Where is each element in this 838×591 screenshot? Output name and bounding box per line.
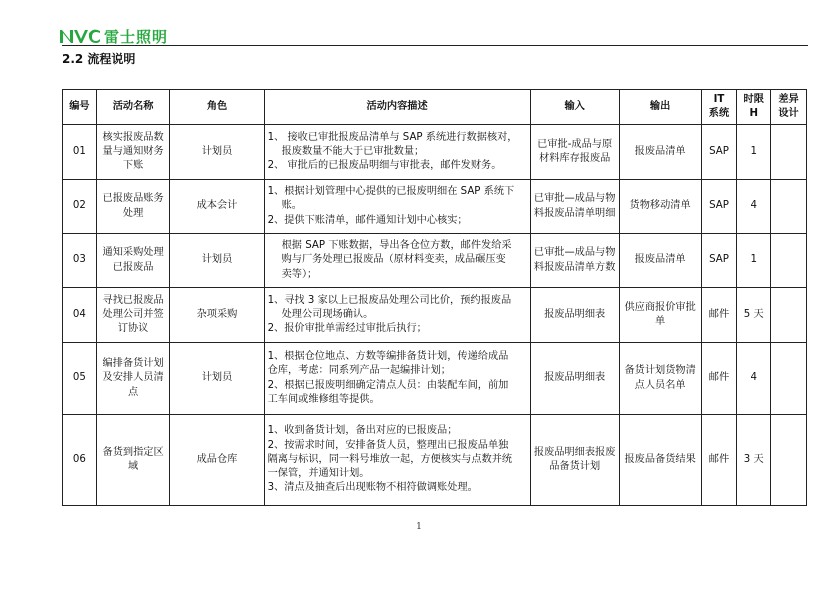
- row-description: [264, 288, 530, 343]
- row-id: 02: [63, 180, 97, 234]
- header-id: 编号: [63, 90, 97, 125]
- row-role: 成本会计: [170, 180, 264, 234]
- row-diff-design: [771, 343, 807, 415]
- row-activity-name: 通知采购处理已报废品: [96, 234, 170, 288]
- row-input: 已审批—成品与物料报废品清单明细: [530, 180, 619, 234]
- desc-line: 工车间或维修组等提供。: [267, 393, 380, 405]
- row-description: [264, 125, 530, 180]
- desc-line: 账。: [281, 200, 302, 212]
- row-time-limit: 1: [737, 234, 771, 288]
- desc-line: 2、按需求时间，安排备货人员，整理出已报废品单独: [267, 439, 509, 451]
- desc-line: 3、清点及抽查后出现账物不相符做调账处理。: [267, 482, 478, 494]
- row-diff-design: [771, 125, 807, 180]
- desc-line: 2、提供下账清单，邮件通知计划中心核实；: [267, 214, 468, 226]
- desc-line: 1、根据仓位地点、方数等编排备货计划，传递给成品: [267, 351, 509, 363]
- row-input: 已审批-成品与原材料库存报废品: [530, 125, 619, 180]
- row-role: 成品仓库: [170, 415, 264, 506]
- desc-line: 2、报价审批单需经过审批后执行；: [267, 323, 427, 335]
- page-number: 1: [416, 522, 422, 532]
- nvc-logo-icon: [58, 27, 102, 45]
- header-role: 角色: [170, 90, 264, 125]
- desc-line: 购与厂务处理已报废品（原材料变卖，成品碾压变: [281, 254, 506, 266]
- row-description: [264, 180, 530, 234]
- row-role: 杂项采购: [170, 288, 264, 343]
- row-time-limit: 5 天: [737, 288, 771, 343]
- row-id: 06: [63, 415, 97, 506]
- company-logo: [58, 26, 168, 46]
- row-output: 货物移动清单: [619, 180, 701, 234]
- row-id: 04: [63, 288, 97, 343]
- header-it-line1: IT: [713, 93, 725, 105]
- row-time-limit: 4: [737, 343, 771, 415]
- row-it-system: SAP: [701, 180, 737, 234]
- row-diff-design: [771, 180, 807, 234]
- row-role: 计划员: [170, 234, 264, 288]
- logo-text: 雷士照明: [104, 27, 169, 46]
- desc-line: 1、 接收已审批报废品清单与 SAP 系统进行数据核对，: [267, 131, 518, 143]
- row-description: [264, 415, 530, 506]
- header-activity-name: 活动名称: [96, 90, 170, 125]
- row-it-system: SAP: [701, 234, 737, 288]
- row-activity-name: 编排备货计划及安排人员清点: [96, 343, 170, 415]
- desc-line: 仓库，考虑：同系列产品一起编排计划；: [267, 365, 451, 377]
- row-input: 报废品明细表: [530, 288, 619, 343]
- row-it-system: 邮件: [701, 288, 737, 343]
- row-it-system: SAP: [701, 125, 737, 180]
- header-time-line2: H: [749, 108, 758, 119]
- table-row: [63, 180, 807, 234]
- header-time-line1: 时限: [743, 93, 764, 105]
- process-table: [62, 89, 807, 506]
- row-input: 已审批—成品与物料报废品清单方数: [530, 234, 619, 288]
- row-activity-name: 寻找已报废品处理公司并签订协议: [96, 288, 170, 343]
- row-time-limit: 3 天: [737, 415, 771, 506]
- row-diff-design: [771, 234, 807, 288]
- row-time-limit: 1: [737, 125, 771, 180]
- row-output: 备货计划货物清点人员名单: [619, 343, 701, 415]
- section-title: 2.2 流程说明: [62, 52, 136, 66]
- row-description: [264, 234, 530, 288]
- header-output: 输出: [619, 90, 701, 125]
- table-row: [63, 288, 807, 343]
- row-input: 报废品明细表: [530, 343, 619, 415]
- header-diff-line2: 设计: [778, 108, 799, 119]
- row-input: 报废品明细表报废品备货计划: [530, 415, 619, 506]
- table-row: [63, 234, 807, 288]
- row-output: 供应商报价审批单: [619, 288, 701, 343]
- table-row: [63, 125, 807, 180]
- desc-line: 报废数量不能大于已审批数量；: [281, 145, 425, 157]
- table-header-row: [63, 90, 807, 125]
- row-output: 报废品清单: [619, 234, 701, 288]
- row-id: 05: [63, 343, 97, 415]
- header-input: 输入: [530, 90, 619, 125]
- header-it-system: [701, 90, 737, 125]
- header-time-limit: [737, 90, 771, 125]
- row-id: 03: [63, 234, 97, 288]
- desc-line: 2、根据已报废明细确定清点人员：由装配车间，前加: [267, 379, 509, 391]
- row-it-system: 邮件: [701, 415, 737, 506]
- desc-line: 一保管，并通知计划。: [267, 468, 370, 480]
- desc-line: 1、寻找 3 家以上已报废品处理公司比价，预约报废品: [267, 294, 512, 306]
- desc-line: 1、收到备货计划，备出对应的已报废品；: [267, 425, 458, 437]
- row-description: [264, 343, 530, 415]
- row-activity-name: 备货到指定区域: [96, 415, 170, 506]
- desc-line: 根据 SAP 下账数据，导出各仓位方数，邮件发给采: [281, 240, 512, 252]
- row-output: 报废品备货结果: [619, 415, 701, 506]
- row-role: 计划员: [170, 343, 264, 415]
- row-diff-design: [771, 288, 807, 343]
- header-it-line2: 系统: [708, 108, 730, 119]
- row-role: 计划员: [170, 125, 264, 180]
- row-id: 01: [63, 125, 97, 180]
- row-diff-design: [771, 415, 807, 506]
- header-description: 活动内容描述: [264, 90, 530, 125]
- row-time-limit: 4: [737, 180, 771, 234]
- desc-line: 卖等）；: [281, 268, 318, 280]
- row-activity-name: 核实报废品数量与通知财务下账: [96, 125, 170, 180]
- desc-line: 隔离与标识，同一料号堆放一起，方便核实与点数并统: [267, 453, 513, 465]
- desc-line: 2、 审批后的已报废品明细与审批表，邮件发财务。: [267, 160, 502, 172]
- row-output: 报废品清单: [619, 125, 701, 180]
- desc-line: 处理公司现场确认。: [281, 308, 374, 320]
- row-activity-name: 已报废品账务处理: [96, 180, 170, 234]
- table-row: [63, 343, 807, 415]
- header-diff-line1: 差异: [778, 93, 799, 105]
- desc-line: 1、根据计划管理中心提供的已报废明细在 SAP 系统下: [267, 186, 515, 198]
- table-row: [63, 415, 807, 506]
- header-diff-design: [771, 90, 807, 125]
- row-it-system: 邮件: [701, 343, 737, 415]
- header-divider: [62, 45, 808, 46]
